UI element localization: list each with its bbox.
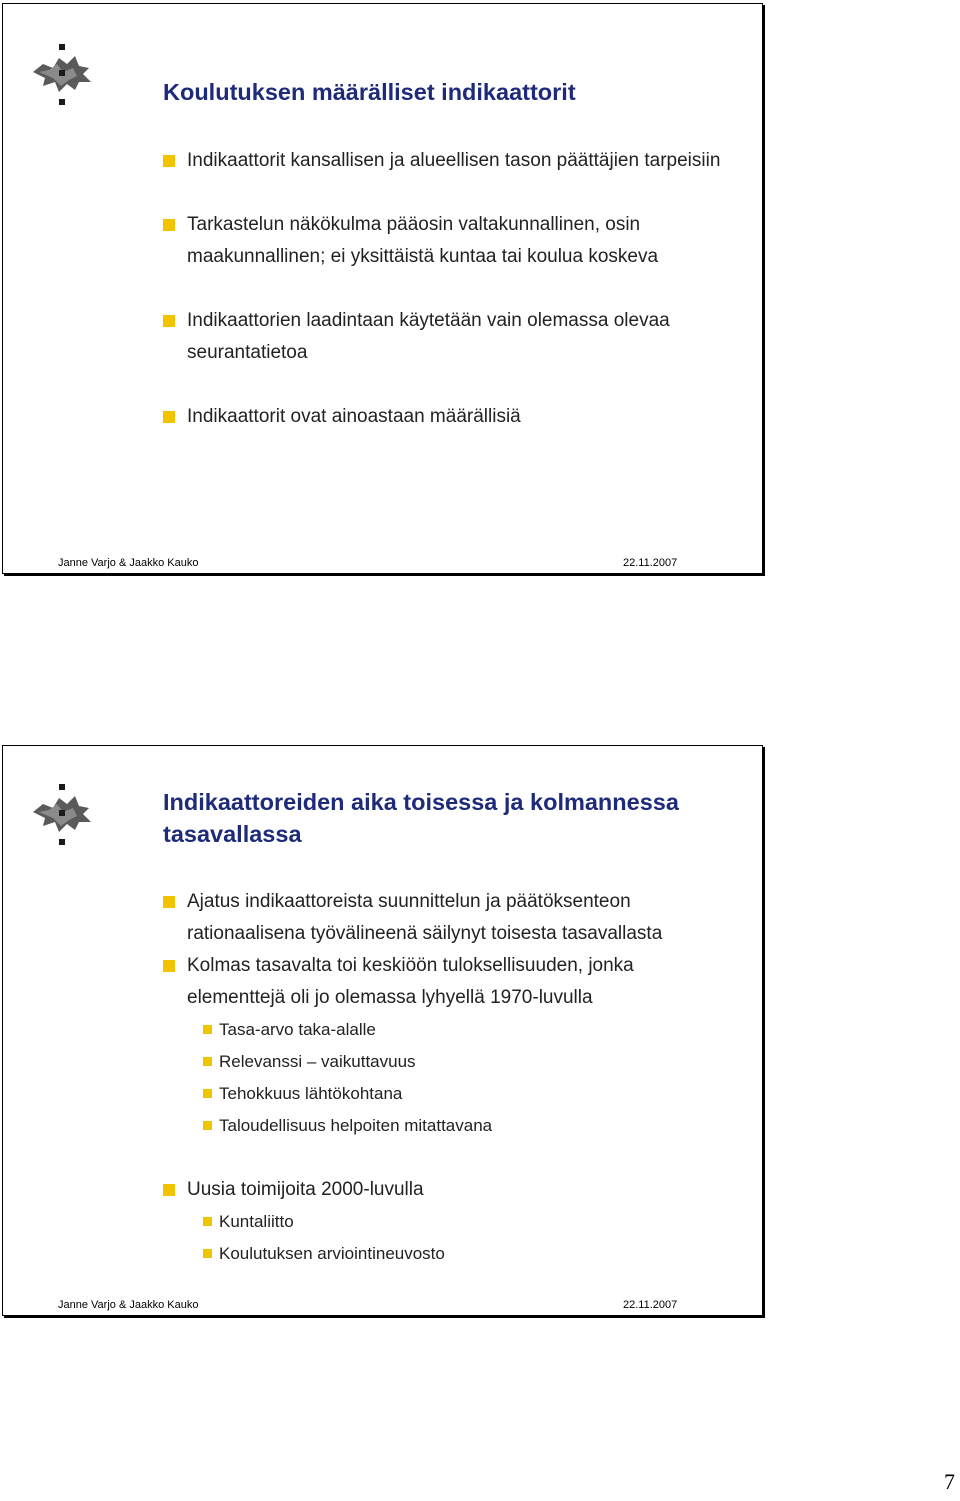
bullet-list [163, 145, 722, 433]
footer-author: Janne Varjo & Jaakko Kauko [58, 557, 199, 569]
sub-bullet-item: Relevanssi – vaikuttavuus [203, 1046, 722, 1078]
footer-author: Janne Varjo & Jaakko Kauko [58, 1299, 199, 1311]
sub-bullet-item: Tehokkuus lähtökohtana [203, 1078, 722, 1110]
bullet-item: Ajatus indikaattoreista suunnittelun ja päätöksenteon rationaalisena työvälineenä säilynyt toisesta tasavallasta [163, 886, 722, 950]
university-of-helsinki-logo-icon [29, 42, 95, 108]
bullet-list [163, 886, 722, 1270]
sub-bullet-item: Kuntaliitto [203, 1206, 722, 1238]
footer-date: 22.11.2007 [623, 1299, 678, 1311]
sub-bullet-item: Taloudellisuus helpoiten mitattavana [203, 1110, 722, 1142]
sub-bullet-item: Koulutuksen arviointineuvosto [203, 1238, 722, 1270]
sub-bullet-item: Tasa-arvo taka-alalle [203, 1014, 722, 1046]
bullet-item: Kolmas tasavalta toi keskiöön tuloksellisuuden, jonka elementtejä oli jo olemassa lyhyellä 1970-luvulla [163, 950, 722, 1014]
bullet-item: Tarkastelun näkökulma pääosin valtakunnallinen, osin maakunnallinen; ei yksittäistä kuntaa tai koulua koskeva [163, 209, 722, 273]
slide-1 [2, 3, 763, 574]
bullet-item: Indikaattorien laadintaan käytetään vain olemassa olevaa seurantatietoa [163, 305, 722, 369]
bullet-item: Uusia toimijoita 2000-luvulla [163, 1174, 722, 1206]
slide-title: Koulutuksen määrälliset indikaattorit [163, 79, 576, 105]
spacer [163, 1142, 722, 1174]
slide-2 [2, 745, 763, 1316]
bullet-item: Indikaattorit ovat ainoastaan määrällisiä [163, 401, 722, 433]
slide-title: Indikaattoreiden aika toisessa ja kolmannessa tasavallassa [163, 789, 679, 847]
page-number: 7 [944, 1469, 955, 1494]
bullet-item: Indikaattorit kansallisen ja alueellisen tason päättäjien tarpeisiin [163, 145, 722, 177]
footer-date: 22.11.2007 [623, 557, 678, 569]
university-of-helsinki-logo-icon [29, 782, 95, 848]
